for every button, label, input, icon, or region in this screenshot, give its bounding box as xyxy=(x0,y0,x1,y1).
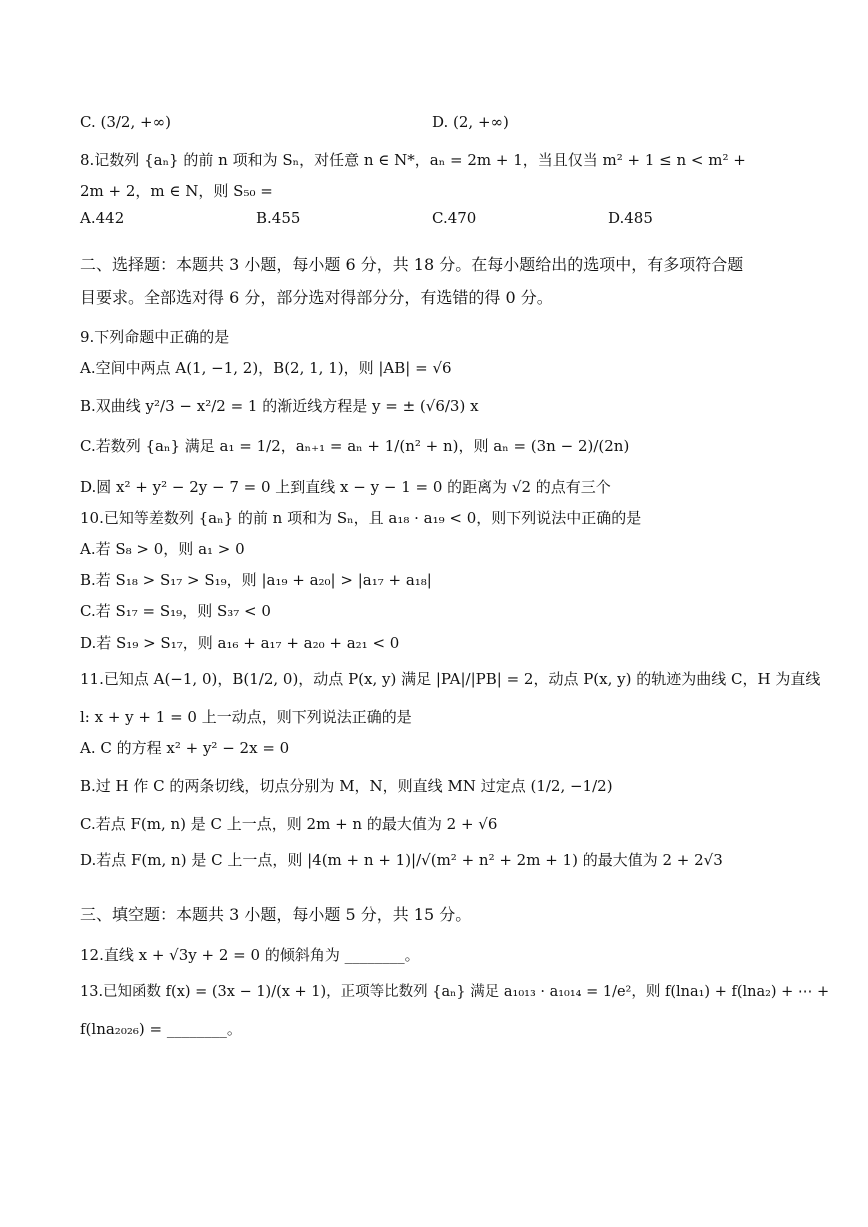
q8-option-b: B.455 xyxy=(256,209,301,227)
q13-stem-line2: f(lna₂₀₂₆) = ________。 xyxy=(80,1020,242,1038)
q13-stem-line1: 13.已知函数 f(x) = (3x − 1)/(x + 1)，正项等比数列 {aₙ} 满足 a₁₀₁₃ · a₁₀₁₄ = 1/e²，则 f(lna₁) + f(lna₂) + ⋯ + xyxy=(80,984,830,1000)
q9-option-c: C.若数列 {aₙ} 满足 a₁ = 1/2，aₙ₊₁ = aₙ + 1/(n² + n)，则 aₙ = (3n − 2)/(2n) xyxy=(80,437,630,455)
q10-option-c: C.若 S₁₇ = S₁₉，则 S₃₇ < 0 xyxy=(80,602,271,620)
q9-stem: 9.下列命题中正确的是 xyxy=(80,328,230,346)
q9-option-b: B.双曲线 y²/3 − x²/2 = 1 的渐近线方程是 y = ± (√6/3) x xyxy=(80,397,479,415)
q8-option-a: A.442 xyxy=(80,209,125,227)
q11-stem-line2: l: x + y + 1 = 0 上一动点，则下列说法正确的是 xyxy=(80,708,412,726)
section3-heading: 三、填空题：本题共 3 小题，每小题 5 分，共 15 分。 xyxy=(80,905,472,924)
q11-option-a: A. C 的方程 x² + y² − 2x = 0 xyxy=(80,739,290,757)
q11-stem-line1: 11.已知点 A(−1, 0)，B(1/2, 0)，动点 P(x, y) 满足 |PA|/|PB| = 2，动点 P(x, y) 的轨迹为曲线 C，H 为直线 xyxy=(80,670,821,688)
q8-stem-line1: 8.记数列 {aₙ} 的前 n 项和为 Sₙ，对任意 n ∈ N*，aₙ = 2m + 1，当且仅当 m² + 1 ≤ n < m² + xyxy=(80,151,746,169)
q10-option-a: A.若 S₈ > 0，则 a₁ > 0 xyxy=(80,540,245,558)
q8-stem-line2: 2m + 2，m ∈ N，则 S₅₀ = xyxy=(80,182,273,200)
q10-option-d: D.若 S₁₉ > S₁₇，则 a₁₆ + a₁₇ + a₂₀ + a₂₁ < 0 xyxy=(80,634,400,652)
q9-option-d: D.圆 x² + y² − 2y − 7 = 0 上到直线 x − y − 1 = 0 的距离为 √2 的点有三个 xyxy=(80,478,611,496)
q12-stem: 12.直线 x + √3y + 2 = 0 的倾斜角为 ________。 xyxy=(80,946,420,964)
q8-option-c: C.470 xyxy=(432,209,477,227)
section2-heading-line1: 二、选择题：本题共 3 小题，每小题 6 分，共 18 分。在每小题给出的选项中，有多项符合题 xyxy=(80,255,744,274)
q10-option-b: B.若 S₁₈ > S₁₇ > S₁₉，则 |a₁₉ + a₂₀| > |a₁₇ + a₁₈| xyxy=(80,571,432,589)
q10-stem: 10.已知等差数列 {aₙ} 的前 n 项和为 Sₙ，且 a₁₈ · a₁₉ < 0，则下列说法中正确的是 xyxy=(80,509,642,527)
section2-heading-line2: 目要求。全部选对得 6 分，部分选对得部分分，有选错的得 0 分。 xyxy=(80,288,553,307)
q9-option-a: A.空间中两点 A(1, −1, 2)，B(2, 1, 1)，则 |AB| = √6 xyxy=(80,359,452,377)
q8-option-d: D.485 xyxy=(608,209,653,227)
q11-option-c: C.若点 F(m, n) 是 C 上一点，则 2m + n 的最大值为 2 + √6 xyxy=(80,815,498,833)
q7-option-d: D. (2, +∞) xyxy=(432,113,509,131)
q11-option-d: D.若点 F(m, n) 是 C 上一点，则 |4(m + n + 1)|/√(m² + n² + 2m + 1) 的最大值为 2 + 2√3 xyxy=(80,851,723,869)
q7-option-c: C. (3/2, +∞) xyxy=(80,113,171,131)
q11-option-b: B.过 H 作 C 的两条切线，切点分别为 M，N，则直线 MN 过定点 (1/2, −1/2) xyxy=(80,777,613,795)
